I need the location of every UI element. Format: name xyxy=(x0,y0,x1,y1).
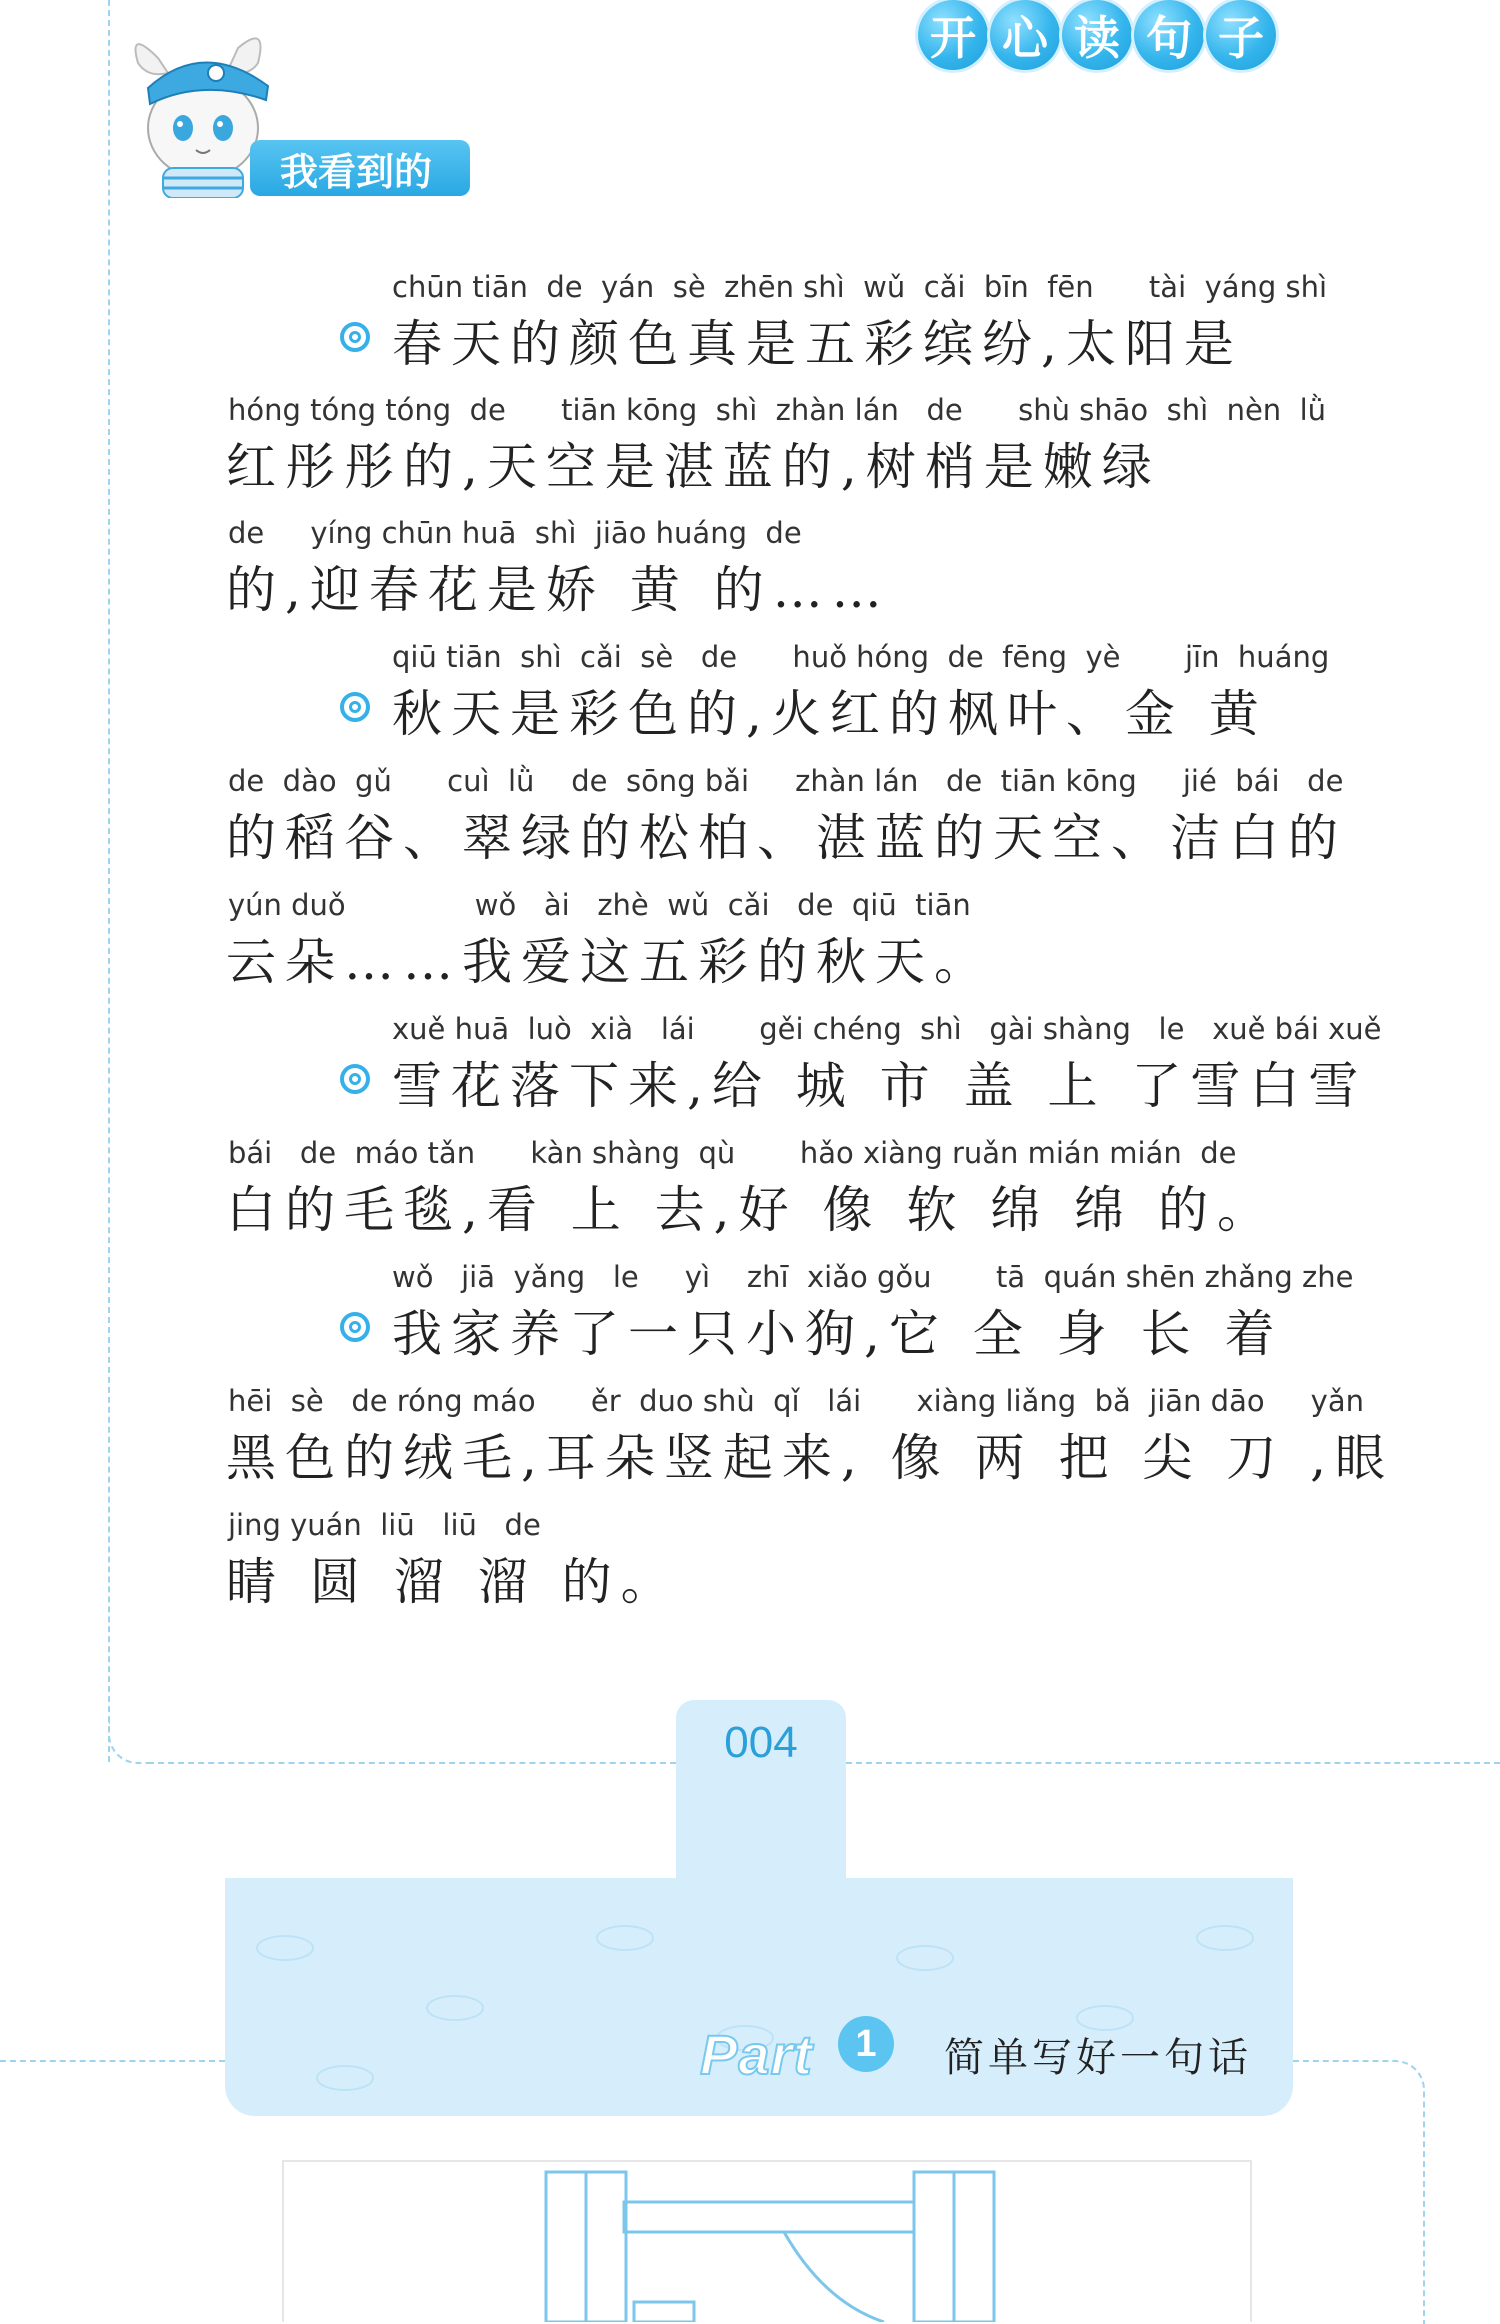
pinyin-line: xuě huā luò xià lái gěi chéng shì gài shàng le xuě bái xuě xyxy=(392,1012,1382,1046)
bullet-icon xyxy=(340,692,370,722)
next-page-dashed-line-left xyxy=(0,2060,225,2062)
chapter-title: 简单写好一句话 xyxy=(944,2035,1252,2081)
hanzi-line: 睛 圆 溜 溜 的。 xyxy=(226,1553,680,1611)
next-page-dashed-corner xyxy=(1293,2060,1425,2324)
page-number: 004 xyxy=(724,1718,798,1767)
title-char: 读 xyxy=(1062,0,1132,70)
page-bottom-dashed-line-left xyxy=(148,1762,676,1764)
hanzi-line: 的,迎春花是娇 黄 的…… xyxy=(226,561,891,619)
bullet-icon xyxy=(340,1312,370,1342)
pinyin-line: qiū tiān shì cǎi sè de huǒ hóng de fēng yè jīn huáng xyxy=(392,640,1330,674)
bullet-icon xyxy=(340,1064,370,1094)
pinyin-line: chūn tiān de yán sè zhēn shì wǔ cǎi bīn fēn tài yáng shì xyxy=(392,270,1328,304)
hanzi-line: 雪花落下来,给 城 市 盖 上 了雪白雪 xyxy=(392,1057,1368,1115)
pinyin-line: hēi sè de róng máo ěr duo shù qǐ lái xiàng liǎng bǎ jiān dāo yǎn xyxy=(228,1384,1364,1418)
part-number-badge: 1 xyxy=(838,2016,894,2072)
part-label: Part xyxy=(700,2023,813,2086)
title-char: 句 xyxy=(1134,0,1204,70)
pinyin-line: de dào gǔ cuì lǜ de sōng bǎi zhàn lán de tiān kōng jié bái de xyxy=(228,764,1344,798)
pinyin-line: bái de máo tǎn kàn shàng qù hǎo xiàng ruǎn mián mián de xyxy=(228,1136,1237,1170)
left-dashed-corner xyxy=(108,1722,150,1764)
hanzi-line: 黑色的绒毛,耳朵竖起来, 像 两 把 尖 刀 ,眼 xyxy=(226,1429,1395,1487)
hanzi-line: 红彤彤的,天空是湛蓝的,树梢是嫩绿 xyxy=(226,438,1161,496)
illustration-frame xyxy=(282,2160,1252,2322)
pinyin-line: wǒ jiā yǎng le yì zhī xiǎo gǒu tā quán shēn zhǎng zhe xyxy=(392,1260,1354,1294)
page-bottom-dashed-line-right xyxy=(846,1762,1500,1764)
title-char: 子 xyxy=(1206,0,1276,70)
hanzi-line: 春天的颜色真是五彩缤纷,太阳是 xyxy=(392,315,1243,373)
page-title xyxy=(918,0,1278,70)
title-char: 开 xyxy=(918,0,988,70)
title-char: 心 xyxy=(990,0,1060,70)
pinyin-line: de yíng chūn huā shì jiāo huáng de xyxy=(228,516,802,550)
hanzi-line: 秋天是彩色的,火红的枫叶、金 黄 xyxy=(392,685,1268,743)
pinyin-line: jing yuán liū liū de xyxy=(228,1508,541,1542)
hanzi-line: 我家养了一只小狗,它 全 身 长 着 xyxy=(392,1305,1284,1363)
hanzi-line: 的稻谷、翠绿的松柏、湛蓝的天空、洁白的 xyxy=(226,809,1347,867)
hanzi-line: 云朵……我爱这五彩的秋天。 xyxy=(226,933,993,991)
window-illustration-icon xyxy=(284,2162,1250,2322)
bullet-icon xyxy=(340,322,370,352)
hanzi-line: 白的毛毯,看 上 去,好 像 软 绵 绵 的。 xyxy=(226,1181,1277,1239)
pinyin-line: yún duǒ wǒ ài zhè wǔ cǎi de qiū tiān xyxy=(228,888,971,922)
section-label: 我看到的 xyxy=(250,140,470,196)
left-dashed-border xyxy=(108,0,110,1762)
pinyin-line: hóng tóng tóng de tiān kōng shì zhàn lán de shù shāo shì nèn lǜ xyxy=(228,393,1327,427)
